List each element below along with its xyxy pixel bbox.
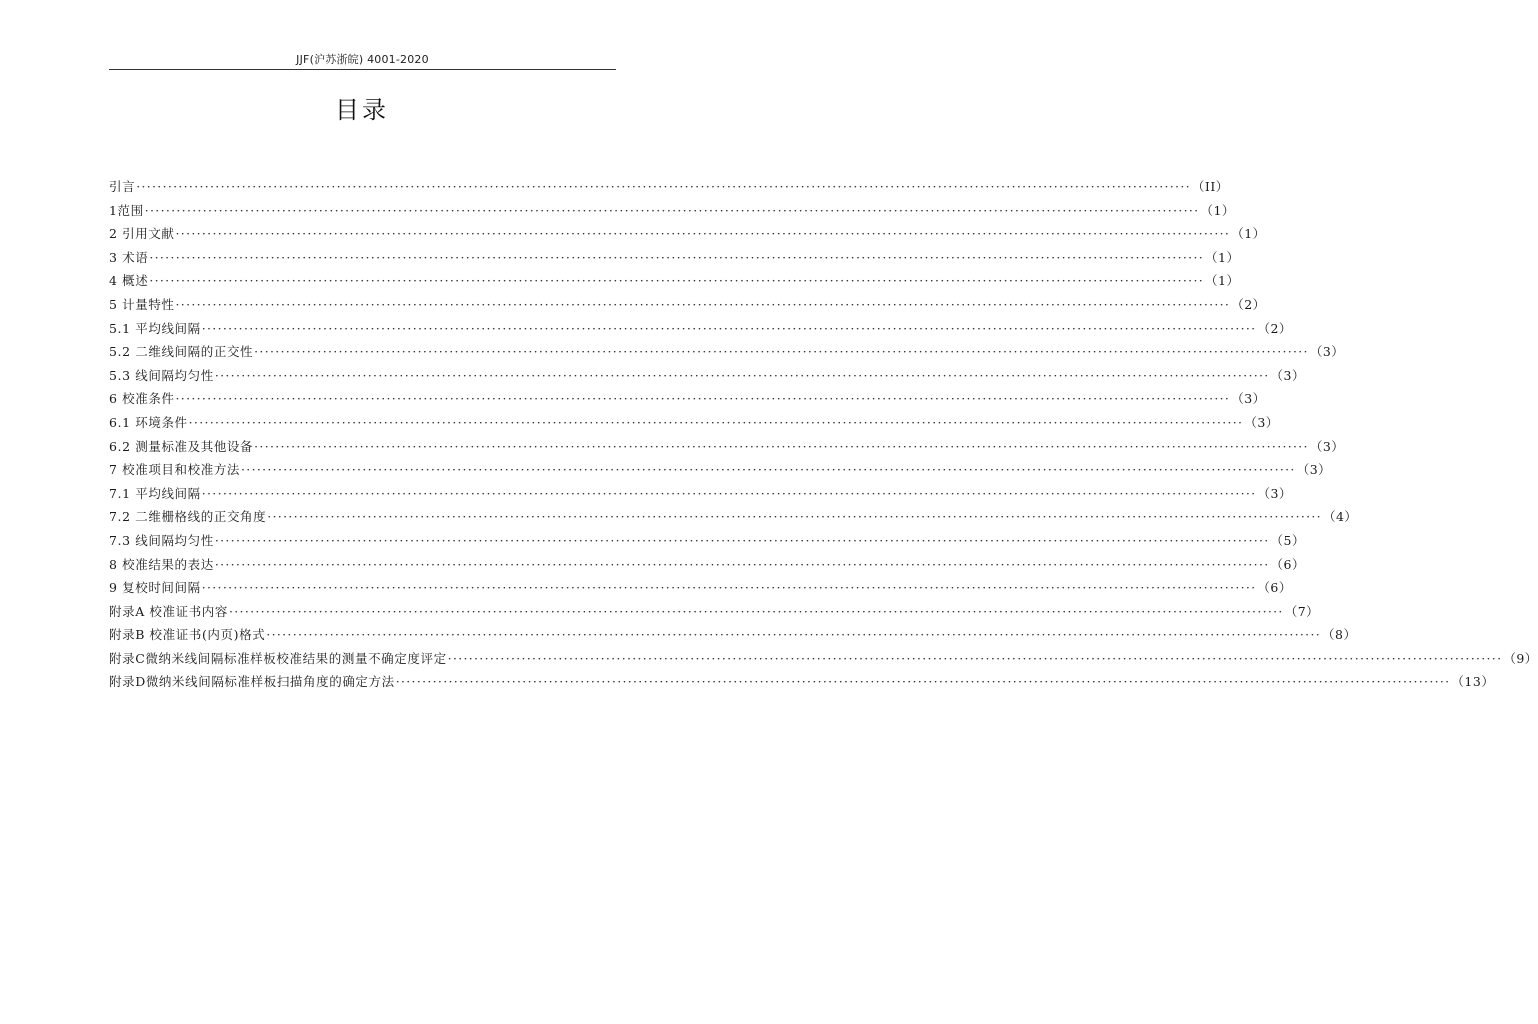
- toc-entry[interactable]: [109, 246, 1240, 270]
- toc-entry[interactable]: [109, 340, 1345, 364]
- toc-entry-label: 5.3 线间隔均匀性: [109, 367, 214, 383]
- toc-entry-page: （9）: [1503, 650, 1538, 666]
- toc-entry-page: （1）: [1205, 273, 1240, 289]
- toc-dot-leader: ········································································································································································································: [254, 344, 1309, 360]
- toc-entry-page: （13）: [1451, 674, 1495, 690]
- toc-dot-leader: ········································································································································································································: [266, 627, 1322, 643]
- toc-dot-leader: ········································································································································································································: [214, 367, 1270, 383]
- toc-entry[interactable]: [109, 553, 1305, 577]
- toc-dot-leader: ········································································································································································································: [201, 320, 1257, 336]
- toc-entry-label: 9 复校时间间隔: [109, 580, 201, 596]
- toc-entry[interactable]: [109, 435, 1345, 459]
- toc-entry[interactable]: [109, 623, 1357, 647]
- toc-entry-label: 3 术语: [109, 249, 149, 265]
- toc-entry-page: （3）: [1231, 391, 1266, 407]
- toc-entry-page: （2）: [1231, 296, 1266, 312]
- toc-entry-page: （3）: [1296, 462, 1332, 478]
- toc-entry-page: （7）: [1284, 603, 1320, 619]
- toc-dot-leader: ········································································································································································································: [136, 179, 1191, 194]
- toc-entry[interactable]: [109, 529, 1305, 553]
- toc-entry-label: 1范围: [109, 202, 144, 218]
- toc-entry[interactable]: [109, 293, 1266, 317]
- toc-dot-leader: ········································································································································································································: [201, 485, 1257, 501]
- toc-entry-label: 8 校准结果的表达: [109, 556, 214, 572]
- toc-dot-leader: ········································································································································································································: [175, 226, 1231, 242]
- toc-dot-leader: ········································································································································································································: [447, 650, 1503, 666]
- toc-entry-label: 7.3 线间隔均匀性: [109, 532, 214, 548]
- table-of-contents: [109, 175, 1538, 694]
- toc-entry-label: 7 校准项目和校准方法: [109, 462, 241, 478]
- page-title: 目录: [335, 96, 389, 124]
- toc-entry-page: （8）: [1322, 627, 1357, 643]
- toc-entry-label: 7.1 平均线间隔: [109, 485, 201, 501]
- toc-entry[interactable]: [109, 222, 1266, 246]
- toc-entry-label: 附录A 校准证书内容: [109, 603, 229, 619]
- toc-entry[interactable]: [109, 317, 1292, 341]
- toc-entry-label: 附录B 校准证书(内页)格式: [109, 627, 266, 643]
- toc-dot-leader: ········································································································································································································: [175, 296, 1231, 312]
- toc-entry-label: 4 概述: [109, 273, 149, 289]
- toc-entry-page: （2）: [1257, 320, 1292, 336]
- toc-entry-page: （3）: [1257, 485, 1292, 501]
- toc-entry[interactable]: [109, 387, 1266, 411]
- toc-dot-leader: ········································································································································································································: [149, 273, 1205, 289]
- header-rule: [109, 69, 616, 70]
- toc-entry-label: 附录D微纳米线间隔标准样板扫描角度的确定方法: [109, 674, 395, 690]
- toc-entry-label: 6.1 环境条件: [109, 414, 188, 430]
- toc-entry-label: 引言: [109, 179, 136, 194]
- toc-entry[interactable]: [109, 482, 1292, 506]
- page-header-code: JJF(沪苏浙皖) 4001-2020: [296, 53, 429, 66]
- toc-entry-page: （3）: [1270, 367, 1305, 383]
- toc-entry-label: 2 引用文献: [109, 226, 175, 242]
- toc-entry-label: 7.2 二维栅格线的正交角度: [109, 509, 267, 525]
- toc-entry[interactable]: [109, 600, 1320, 624]
- toc-entry[interactable]: [109, 364, 1305, 388]
- toc-entry-label: 6.2 测量标准及其他设备: [109, 438, 254, 454]
- toc-entry-page: （4）: [1322, 509, 1358, 525]
- toc-entry[interactable]: [109, 269, 1240, 293]
- toc-dot-leader: ········································································································································································································: [214, 556, 1270, 572]
- toc-entry[interactable]: [109, 199, 1235, 223]
- toc-dot-leader: ········································································································································································································: [229, 603, 1284, 619]
- toc-entry-label: 5 计量特性: [109, 296, 175, 312]
- toc-entry-page: （6）: [1270, 556, 1305, 572]
- toc-entry-label: 5.1 平均线间隔: [109, 320, 201, 336]
- toc-entry-label: 附录C微纳米线间隔标准样板校准结果的测量不确定度评定: [109, 650, 447, 666]
- toc-entry-page: （1）: [1231, 226, 1266, 242]
- toc-dot-leader: ········································································································································································································: [254, 438, 1309, 454]
- toc-entry-page: （3）: [1309, 344, 1345, 360]
- toc-entry-page: （1）: [1200, 202, 1235, 218]
- toc-dot-leader: ········································································································································································································: [214, 532, 1270, 548]
- toc-entry[interactable]: [109, 505, 1358, 529]
- toc-dot-leader: ········································································································································································································: [149, 249, 1205, 265]
- toc-entry[interactable]: [109, 175, 1229, 199]
- toc-dot-leader: ········································································································································································································: [188, 414, 1244, 430]
- toc-entry-label: 5.2 二维线间隔的正交性: [109, 344, 254, 360]
- toc-dot-leader: ········································································································································································································: [395, 674, 1451, 690]
- toc-entry-page: （II）: [1191, 179, 1229, 194]
- toc-dot-leader: ········································································································································································································: [201, 580, 1257, 596]
- toc-entry[interactable]: [109, 411, 1279, 435]
- toc-entry-page: （5）: [1270, 532, 1305, 548]
- toc-entry[interactable]: [109, 576, 1292, 600]
- toc-dot-leader: ········································································································································································································: [175, 391, 1231, 407]
- toc-entry-page: （3）: [1309, 438, 1345, 454]
- toc-entry-page: （3）: [1244, 414, 1279, 430]
- toc-entry-page: （6）: [1257, 580, 1292, 596]
- toc-entry[interactable]: [109, 647, 1538, 671]
- toc-entry[interactable]: [109, 458, 1332, 482]
- toc-dot-leader: ········································································································································································································: [267, 509, 1322, 525]
- toc-entry[interactable]: [109, 670, 1495, 694]
- toc-dot-leader: ········································································································································································································: [241, 462, 1296, 478]
- toc-entry-page: （1）: [1205, 249, 1240, 265]
- toc-entry-label: 6 校准条件: [109, 391, 175, 407]
- toc-dot-leader: ········································································································································································································: [144, 202, 1200, 218]
